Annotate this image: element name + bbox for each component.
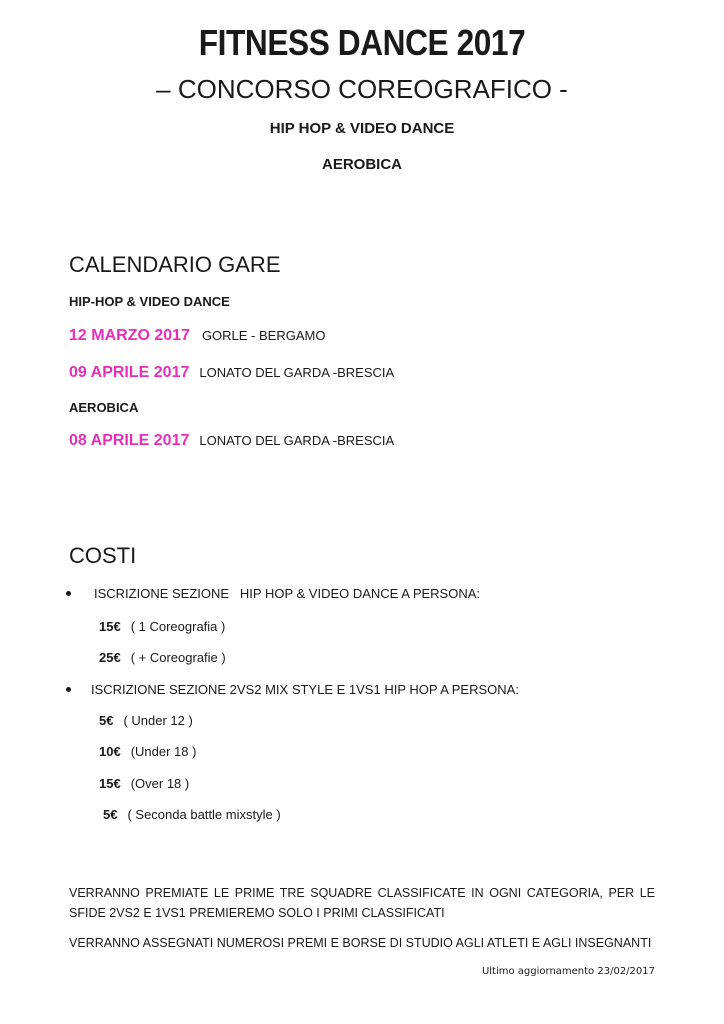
price-amount: 5€ bbox=[103, 807, 118, 822]
price-row bbox=[99, 619, 225, 634]
price-amount: 25€ bbox=[99, 650, 121, 665]
document-title: FITNESS DANCE 2017 bbox=[198, 22, 526, 63]
price-row bbox=[99, 650, 226, 665]
price-description: ( 1 Coreografia ) bbox=[130, 619, 226, 634]
price-row bbox=[99, 713, 193, 728]
category-hip-hop-video-dance: HIP HOP & VIDEO DANCE bbox=[269, 120, 455, 137]
price-description: ( + Coreografie ) bbox=[130, 650, 226, 665]
event-row bbox=[69, 364, 394, 382]
price-description: (Over 18 ) bbox=[130, 776, 190, 791]
price-amount: 5€ bbox=[99, 713, 114, 728]
price-description: (Under 18 ) bbox=[130, 744, 197, 759]
price-amount: 10€ bbox=[99, 744, 121, 759]
event-place: LONATO DEL GARDA -BRESCIA bbox=[199, 365, 395, 380]
event-place: GORLE - BERGAMO bbox=[201, 328, 326, 343]
prizes-note: VERRANNO ASSEGNATI NUMEROSI PREMI E BORSE DI STUDIO AGLI ATLETI E AGLI INSEGNANTI bbox=[69, 936, 652, 950]
cost-section-label: ISCRIZIONE SEZIONE HIP HOP & VIDEO DANCE A PERSONA: bbox=[94, 586, 481, 601]
bullet-icon bbox=[66, 591, 71, 596]
cost-section-item bbox=[66, 586, 480, 601]
bullet-icon bbox=[66, 687, 71, 692]
price-description: ( Seconda battle mixstyle ) bbox=[127, 807, 281, 822]
event-date: 12 MARZO 2017 bbox=[69, 327, 190, 344]
cost-section-item bbox=[66, 682, 519, 697]
costs-heading: COSTI bbox=[69, 543, 137, 568]
event-date: 08 APRILE 2017 bbox=[69, 432, 190, 449]
event-row bbox=[69, 327, 325, 345]
price-amount: 15€ bbox=[99, 776, 121, 791]
last-updated-footer: Ultimo aggiornamento 23/02/2017 bbox=[481, 966, 655, 977]
event-date: 09 APRILE 2017 bbox=[69, 364, 190, 381]
price-description: ( Under 12 ) bbox=[123, 713, 193, 728]
price-row bbox=[103, 807, 281, 822]
cost-section-label: ISCRIZIONE SEZIONE 2VS2 MIX STYLE E 1VS1 HIP HOP A PERSONA: bbox=[91, 682, 519, 697]
category-aerobica: AEROBICA bbox=[321, 156, 402, 173]
calendar-heading: CALENDARIO GARE bbox=[69, 252, 281, 277]
price-row bbox=[99, 744, 196, 759]
price-row bbox=[99, 776, 189, 791]
price-amount: 15€ bbox=[99, 619, 121, 634]
awards-note: VERRANNO PREMIATE LE PRIME TRE SQUADRE CLASSIFICATE IN OGNI CATEGORIA, PER LE SFIDE 2VS2 E 1VS1 PREMIEREMO SOLO I PRIMI CLASSIFICATI bbox=[69, 886, 655, 920]
calendar-group-aerobica: AEROBICA bbox=[69, 400, 139, 415]
event-place: LONATO DEL GARDA -BRESCIA bbox=[199, 433, 395, 448]
event-row bbox=[69, 432, 394, 450]
document-subtitle: – CONCORSO COREOGRAFICO - bbox=[156, 74, 568, 104]
calendar-group-hip-hop: HIP-HOP & VIDEO DANCE bbox=[69, 294, 230, 309]
